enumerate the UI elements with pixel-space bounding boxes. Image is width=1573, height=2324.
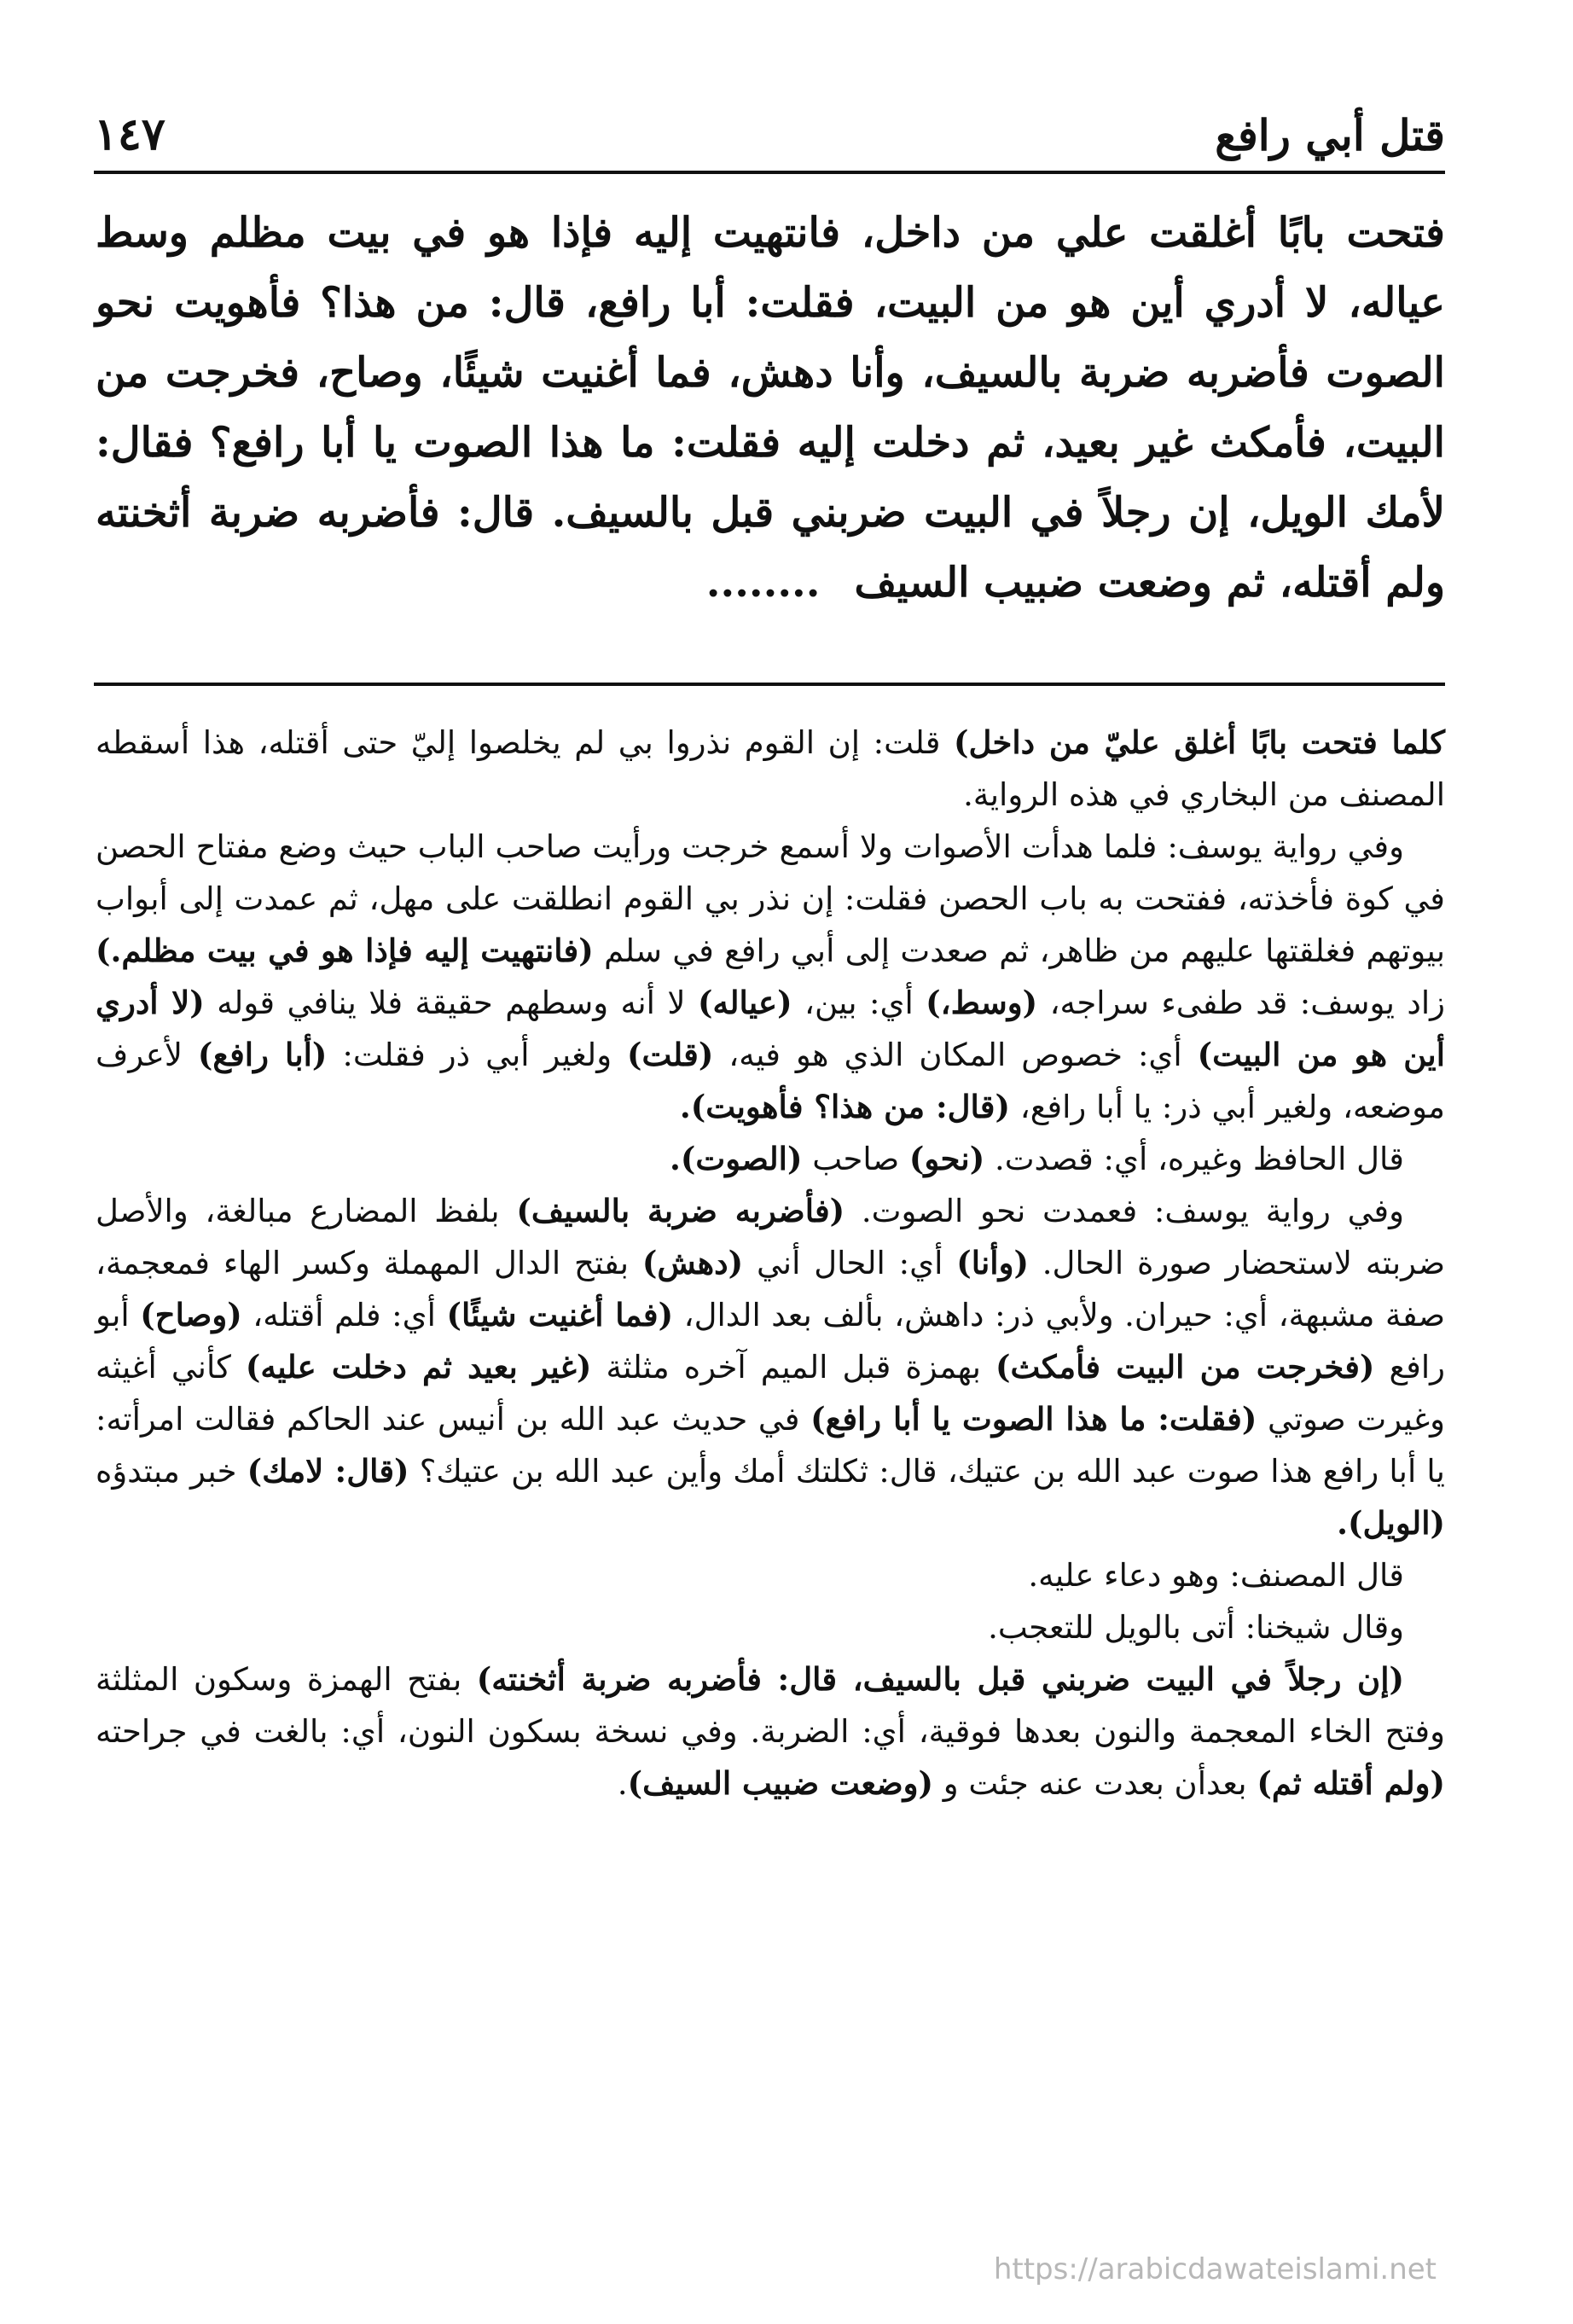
commentary-text: بفتح الدال المهملة وكسر الهاء فمعجمة، صفة مشبهة، أي: حيران. ولأبي ذر: داهش، بألف بعد الدال،	[96, 1245, 1446, 1333]
commentary-text: أي: بين،	[792, 985, 926, 1021]
hadith-paragraph	[96, 198, 1445, 618]
commentary-text: بلفظ المضارع مبالغة، والأصل ضربته لاستحضار صورة الحال.	[96, 1193, 1445, 1281]
quoted-hadith-phrase: (وسط،)	[926, 984, 1038, 1021]
quoted-hadith-phrase: (فانتهيت إليه فإذا هو في بيت مظلم.)	[96, 932, 594, 969]
commentary-text: قلت: إن القوم نذروا بي لم يخلصوا إليّ حتى أقتله، هذا أسقطه المصنف من البخاري في هذه الرواية.	[96, 724, 1445, 813]
quoted-hadith-phrase: (فخرجت من البيت فأمكث)	[995, 1348, 1375, 1386]
commentary-text: لأعرف موضعه، ولغير أبي ذر: يا أبا رافع،	[96, 1037, 1445, 1125]
quoted-hadith-phrase: (فقلت: ما هذا الصوت يا أبا رافع)	[810, 1400, 1257, 1438]
quoted-hadith-phrase: (عياله)	[697, 984, 792, 1021]
commentary-text: أي: فلم أقتله،	[241, 1297, 447, 1333]
quoted-hadith-phrase: (إن رجلاً في البيت ضربني قبل بالسيف، قال: فأضربه ضربة أثخنته)	[476, 1660, 1404, 1698]
continuation-dots: ........	[705, 559, 821, 607]
section-divider	[94, 683, 1445, 686]
quoted-hadith-phrase: (وضعت ضبيب السيف)	[627, 1764, 933, 1802]
quoted-hadith-phrase: (غير بعيد ثم دخلت عليه)	[245, 1348, 592, 1386]
quoted-hadith-phrase: (دهش)	[641, 1244, 744, 1281]
commentary-text: وقال شيخنا: أتى بالويل للتعجب.	[988, 1609, 1404, 1646]
commentary-text: بهمزة قبل الميم آخره مثلثة	[591, 1349, 995, 1386]
commentary-text: صاحب	[802, 1141, 909, 1177]
quoted-hadith-phrase: (قلت)	[627, 1036, 714, 1073]
commentary-text: وفي رواية يوسف: فعمدت نحو الصوت.	[845, 1193, 1404, 1229]
page-header	[94, 78, 1445, 160]
quoted-hadith-phrase: (قال: من هذا؟ فأهويت).	[679, 1088, 1010, 1125]
commentary-text: خبر مبتدؤه	[96, 1453, 247, 1490]
commentary-text: في حديث عبد الله بن أنيس عند الحاكم فقالت امرأته: يا أبا رافع هذا صوت عبد الله بن عتيك، قال: ثكلتك أمك وأين عبد الله بن عتيك؟	[96, 1401, 1445, 1490]
commentary-paragraph	[96, 1185, 1445, 1549]
hadith-text: فتحت بابًا أغلقت علي من داخل، فانتهيت إليه فإذا هو في بيت مظلم وسط عياله، لا أدري أين هو من البيت، فقلت: أبا رافع، قال: من هذا؟ فأهويت نحو الصوت فأضربه ضربة بالسيف، وأنا دهش، فما أغنيت شيئًا، وصاح، فخرجت من البيت، فأمكث غير بعيد، ثم دخلت إليه فقلت: ما هذا الصوت يا أبا رافع؟ فقال: لأمك الويل، إن رجلاً في البيت ضربني قبل بالسيف. قال: فأضربه ضربة أثخنته ولم أقتله، ثم وضعت ضبيب السيف	[96, 209, 1445, 607]
quoted-hadith-phrase: (فأضربه ضربة بالسيف)	[516, 1192, 845, 1229]
commentary-text: أي: الحال أني	[743, 1245, 957, 1281]
commentary-block	[96, 717, 1445, 1810]
commentary-text: ولغير أبي ذر فقلت:	[327, 1037, 628, 1073]
commentary-text: لا أنه وسطهم حقيقة فلا ينافي قوله	[204, 985, 698, 1021]
quoted-hadith-phrase: (لا أدري أين هو من البيت)	[96, 984, 1446, 1073]
commentary-text: قال الحافظ وغيره، أي: قصدت.	[984, 1141, 1404, 1177]
quoted-hadith-phrase: (وصاح)	[140, 1296, 242, 1333]
commentary-text: بعدأن بعدت عنه جئت و	[933, 1765, 1257, 1802]
watermark-url: https://arabicdawateislami.net	[993, 2252, 1437, 2286]
commentary-text: وفي رواية يوسف: فلما هدأت الأصوات ولا أسمع خرجت ورأيت صاحب الباب حيث وضع مفتاح الحصن في كوة فأخذته، ففتحت به باب الحصن فقلت: إن نذر بي القوم انطلقت على مهل، ثم عمدت إلى أبواب بيوتهم فغلقتها عليهم من ظاهر، ثم صعدت إلى أبي رافع في سلم	[96, 828, 1445, 969]
commentary-text: كأني أغيثه وغيرت صوتي	[96, 1349, 1445, 1438]
quoted-hadith-phrase: (نحو)	[908, 1140, 985, 1177]
commentary-text: زاد يوسف: قد طفىء سراجه،	[1037, 985, 1445, 1021]
hadith-text-block	[96, 198, 1445, 618]
commentary-text: بفتح الهمزة وسكون المثلثة وفتح الخاء المعجمة والنون بعدها فوقية، أي: الضربة. وفي نسخة بسكون النون، أي: بالغت في جراحته	[96, 1661, 1445, 1750]
quoted-hadith-phrase: (قال: لامك)	[247, 1452, 409, 1490]
commentary-paragraph	[96, 1601, 1445, 1653]
quoted-hadith-phrase: كلما فتحت بابًا أغلق عليّ من داخل)	[954, 723, 1445, 761]
commentary-text: أي: خصوص المكان الذي هو فيه،	[713, 1037, 1198, 1073]
header-rule	[94, 171, 1445, 174]
commentary-paragraph	[96, 1133, 1445, 1185]
commentary-paragraph	[96, 717, 1445, 821]
running-title: قتل أبي رافع	[1215, 110, 1445, 160]
quoted-hadith-phrase: (ولم أقتله ثم)	[1257, 1764, 1445, 1802]
commentary-paragraph	[96, 821, 1445, 1133]
quoted-hadith-phrase: (الصوت).	[669, 1140, 803, 1177]
quoted-hadith-phrase: (أبا رافع)	[197, 1036, 328, 1073]
commentary-paragraph	[96, 1549, 1445, 1601]
quoted-hadith-phrase: (فما أغنيت شيئًا)	[446, 1296, 674, 1333]
quoted-hadith-phrase: (الويل).	[1337, 1504, 1445, 1542]
quoted-hadith-phrase: (وأنا)	[956, 1244, 1029, 1281]
commentary-text: .	[617, 1765, 628, 1802]
commentary-text: قال المصنف: وهو دعاء عليه.	[1028, 1557, 1404, 1594]
commentary-text: أبو رافع	[96, 1297, 1446, 1386]
commentary-paragraph	[96, 1653, 1445, 1810]
page-number: ١٤٧	[94, 108, 165, 160]
